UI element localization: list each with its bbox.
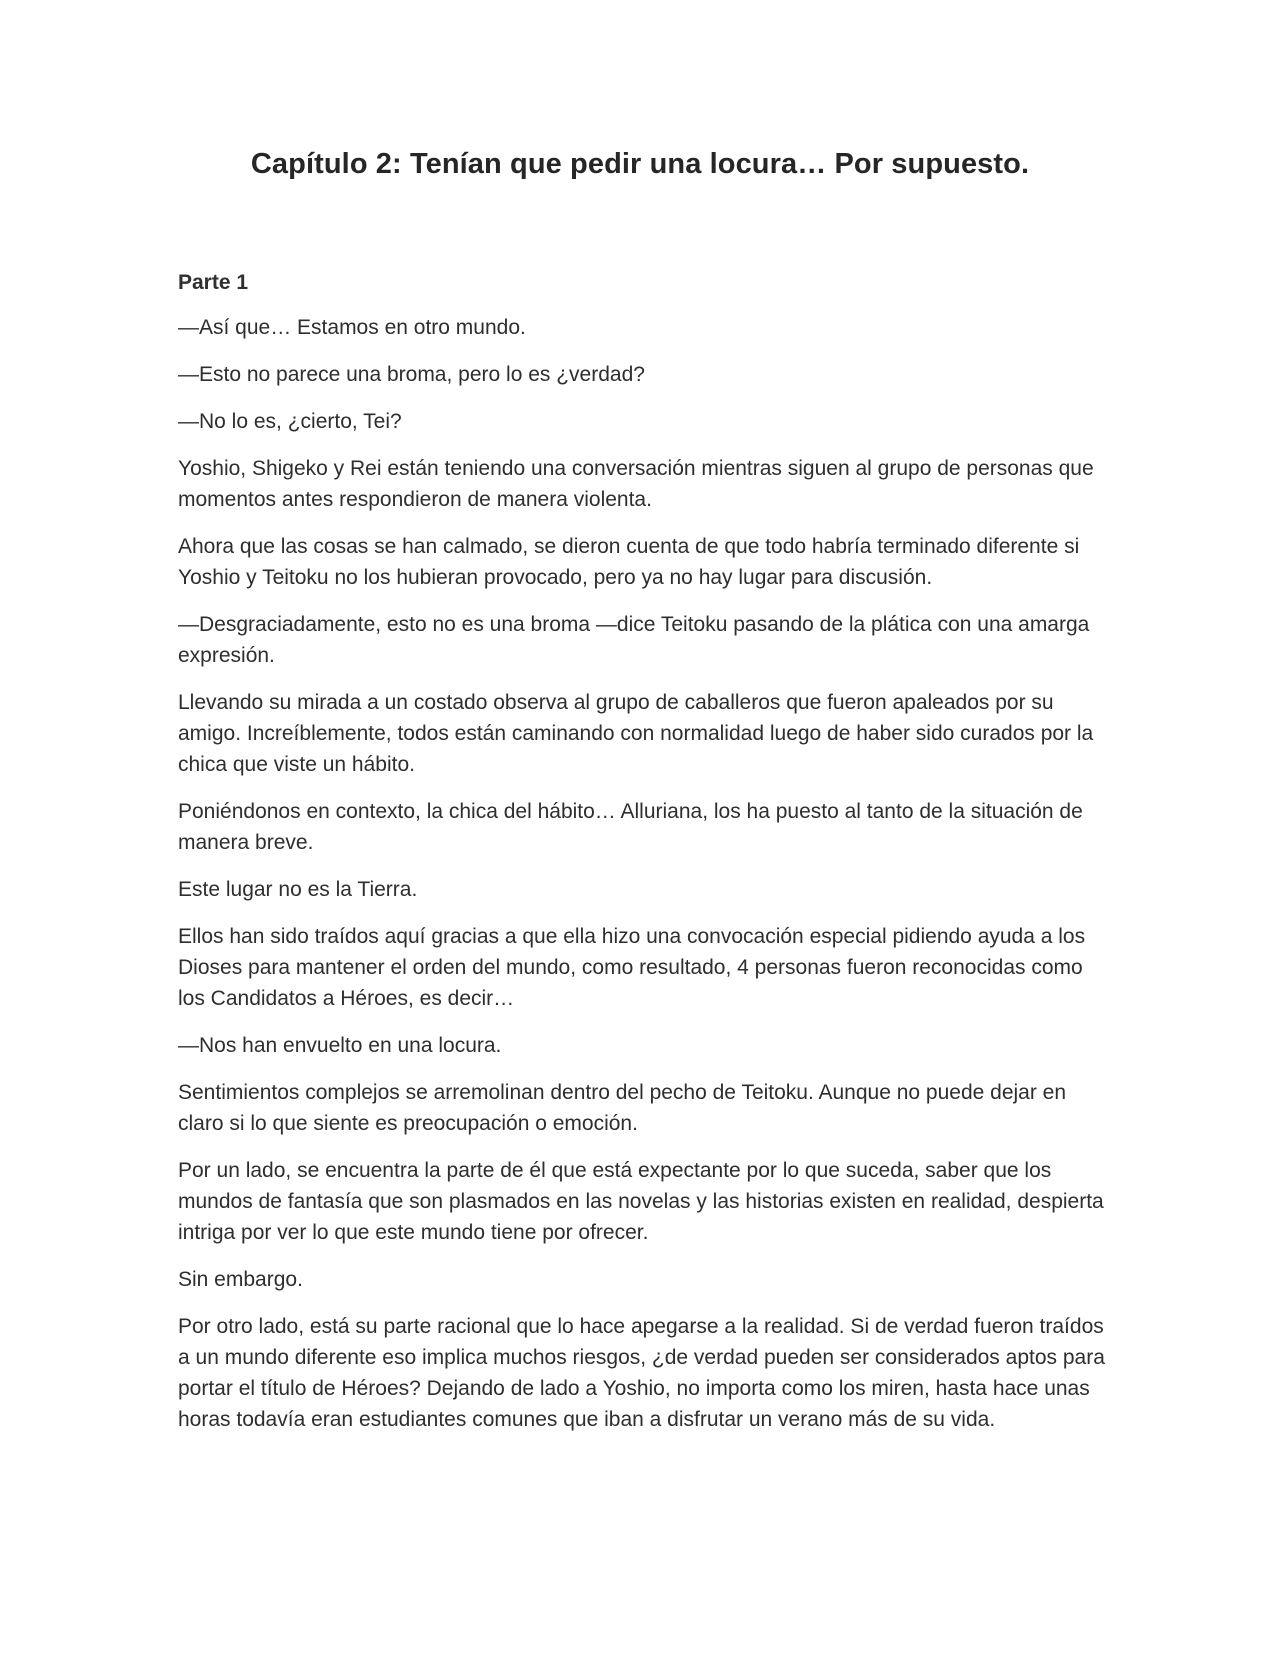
paragraph: Por otro lado, está su parte racional que lo hace apegarse a la realidad. Si de verdad fueron traídos a un mundo diferente eso implica muchos riesgos, ¿de verdad pueden ser considerados aptos para portar el título de Héroes? Dejando de lado a Yoshio, no importa como los miren, hasta hace unas horas todavía eran estudiantes comunes que iban a disfrutar un verano más de su vida. — [178, 1315, 1105, 1431]
paragraph: —Desgraciadamente, esto no es una broma —dice Teitoku pasando de la plática con una amarga expresión. — [178, 613, 1090, 667]
paragraph: —Nos han envuelto en una locura. — [178, 1034, 502, 1057]
paragraph: —Así que… Estamos en otro mundo. — [178, 316, 526, 339]
paragraph: Yoshio, Shigeko y Rei están teniendo una conversación mientras siguen al grupo de personas que momentos antes respondieron de manera violenta. — [178, 457, 1094, 511]
chapter-body — [178, 268, 1108, 1451]
paragraph: Ellos han sido traídos aquí gracias a que ella hizo una convocación especial pidiendo ayuda a los Dioses para mantener el orden del mundo, como resultado, 4 personas fueron reconocidas como los Candidatos a Héroes, es decir… — [178, 925, 1086, 1010]
paragraph: —No lo es, ¿cierto, Tei? — [178, 410, 402, 433]
paragraph: Por un lado, se encuentra la parte de él que está expectante por lo que suceda, saber que los mundos de fantasía que son plasmados en las novelas y las historias existen en realidad, despierta intriga por ver lo que este mundo tiene por ofrecer. — [178, 1159, 1104, 1244]
paragraph: Poniéndonos en contexto, la chica del hábito… Alluriana, los ha puesto al tanto de la situación de manera breve. — [178, 800, 1083, 854]
part-heading: Parte 1 — [178, 271, 249, 294]
chapter-title: Capítulo 2: Tenían que pedir una locura… Por supuesto. — [250, 148, 1030, 180]
paragraph: —Esto no parece una broma, pero lo es ¿verdad? — [178, 363, 645, 386]
paragraph: Sentimientos complejos se arremolinan dentro del pecho de Teitoku. Aunque no puede dejar en claro si lo que siente es preocupación o emoción. — [178, 1081, 1067, 1135]
paragraph: Llevando su mirada a un costado observa al grupo de caballeros que fueron apaleados por su amigo. Increíblemente, todos están caminando con normalidad luego de haber sido curados por la chica que viste un hábito. — [178, 691, 1094, 776]
paragraph: Este lugar no es la Tierra. — [178, 878, 418, 901]
paragraph: Sin embargo. — [178, 1268, 303, 1291]
paragraph: Ahora que las cosas se han calmado, se dieron cuenta de que todo habría terminado diferente si Yoshio y Teitoku no los hubieran provocado, pero ya no hay lugar para discusión. — [178, 535, 1080, 589]
